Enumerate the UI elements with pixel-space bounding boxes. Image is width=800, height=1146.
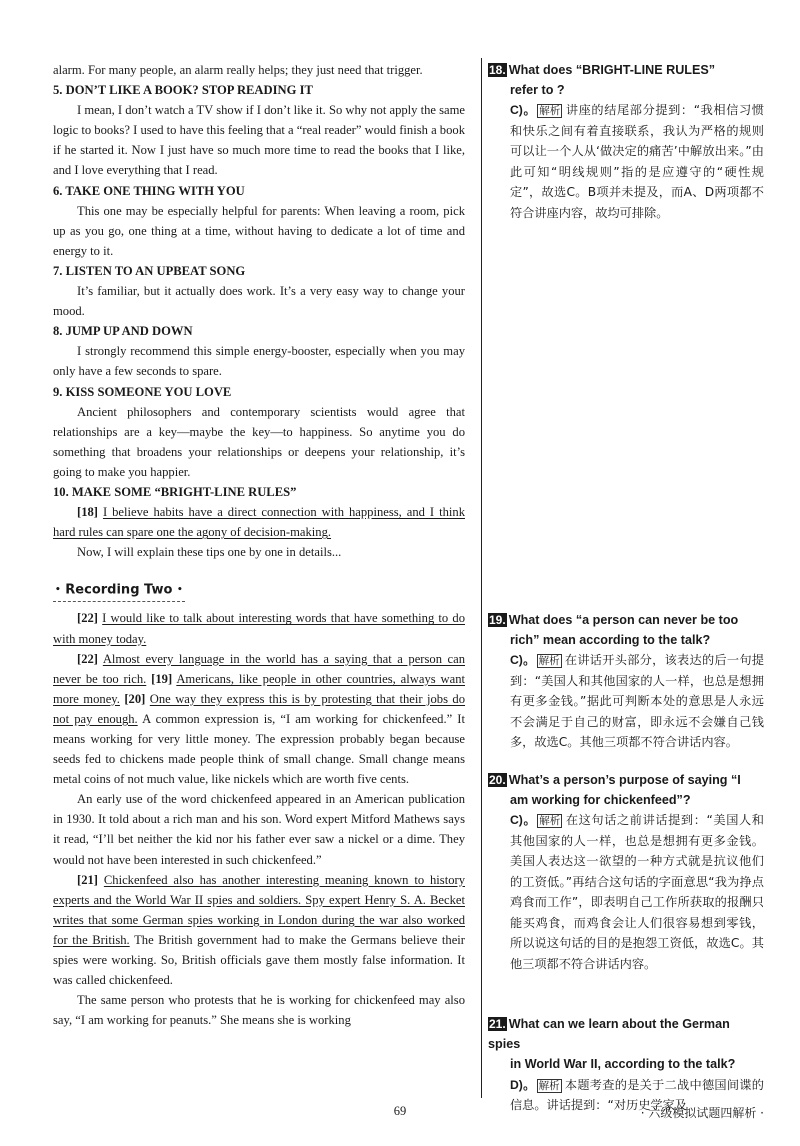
recording-title (53, 580, 185, 603)
question-number: 20. (489, 773, 506, 787)
section-heading: 6. TAKE ONE THING WITH YOU (53, 183, 245, 198)
answer-letter: D)。 (510, 1077, 536, 1092)
question-ref: [18] (77, 505, 98, 520)
paragraph (53, 608, 465, 648)
answer-text: 在这句话之前讲话提到：“美国人和其他国家的人一样，也总是想拥有更多金钱。美国人表达这一欲望的一种方式就是抗议他们的工资低。”再结合这句话的字面意思“我为挣点鸡食而工作”，即表明自己工作所获取的报酬只能买鸡食，而鸡食会让人们很容易想到零钱，所以说这句话的目的是抱怨工资低，故选C。其他三项都不符合讲话内容。 (510, 813, 764, 971)
analysis-tag: 解析 (539, 105, 561, 118)
column-divider (481, 58, 482, 1098)
paragraph: An early use of the word chickenfeed appeared in an American publication in 1930. It told about a rich man and his son. Word expert Mitford Mathews says it read, “I’ll bet neither the kid nor his father ever saw a nickel or a dime. They would not have been interested in such chickenfeed.” (53, 792, 465, 867)
answer-21 (488, 1014, 764, 1116)
section-heading: 8. JUMP UP AND DOWN (53, 324, 193, 339)
paragraph: alarm. For many people, an alarm really helps; they just need that trigger. (53, 63, 423, 77)
underlined-text: Americans, like people in other countries, always want more money. (53, 671, 465, 706)
question-ref: [22] (77, 651, 98, 666)
underlined-text: Chickenfeed also has another interesting meaning known to history experts and the World War II spies and soldiers. Spy expert Henry S. A. Becket writes that some German spies working in London during the war also worked for the British. (53, 872, 465, 947)
question-line (488, 610, 764, 630)
answer-20 (488, 770, 764, 974)
answer-explanation (488, 650, 764, 753)
paragraph: This one may be especially helpful for parents: When leaving a room, pick up as you go, one thing at a time, without having to dedicate a lot of time and energy to it. (53, 203, 465, 258)
question-text: What does “a person can never be too (508, 613, 739, 627)
recording-heading (53, 579, 465, 602)
answer-19 (488, 610, 764, 753)
bullet-mark: • (176, 584, 183, 595)
question-text: What can we learn about the German spies (488, 1017, 730, 1052)
answer-text: 本题考查的是关于二战中德国间谍的信息。讲话提到：“对历史学家及 (510, 1077, 764, 1113)
plain-text: A common expression is, “I am working for chickenfeed.” It means working for very little money. The expression probably began because seeds fed to chickens made people think of small change. Small change means metal coins of not much value, like nickels which are worth five cents. (53, 711, 465, 787)
page-number: 69 (393, 1104, 407, 1118)
left-column (53, 60, 465, 1030)
question-ref: [22] (77, 611, 98, 626)
answer-letter: C)。 (510, 653, 536, 668)
question-line: in World War II, according to the talk? (510, 1057, 736, 1072)
question-ref: [21] (77, 872, 98, 887)
section-heading: 5. DON’T LIKE A BOOK? STOP READING IT (53, 83, 313, 98)
answer-text: 讲座的结尾部分提到：“我相信习惯和快乐之间有着直接联系，我认为严格的规则可以让一个人从‘做决定的痛苦’中解放出来。”由此可知“明线规则”指的是应遵守的“硬性规定”，故选C。B项并未提及，而A、D两项都不符合讲座内容，故均可排除。 (510, 103, 764, 220)
question-ref: [19] (151, 671, 173, 686)
answer-letter: C)。 (510, 103, 537, 118)
question-line: refer to ? (510, 83, 565, 98)
underlined-text: One way they express this is by protesting that their jobs do not pay enough. (53, 691, 466, 726)
question-number: 19. (489, 613, 506, 627)
question-line (488, 1014, 764, 1054)
plain-text: The British government had to make the Germans believe their spies were working. So, British officials gave them mostly false information. It was called chickenfeed. (53, 932, 465, 988)
question-line: am working for chickenfeed”? (510, 793, 691, 808)
answer-explanation (488, 810, 764, 974)
bullet-mark: • (55, 584, 61, 595)
section-heading: 9. KISS SOMEONE YOU LOVE (53, 384, 232, 399)
paragraph: The same person who protests that he is working for chickenfeed may also say, “I am working for peanuts.” She means she is working (53, 993, 465, 1028)
question-ref: [20] (124, 691, 146, 706)
question-line: rich” mean according to the talk? (510, 633, 711, 648)
paragraph (53, 870, 465, 991)
underlined-text: I believe habits have a direct connection with happiness, and I think hard rules can spare one the agony of decision-making. (53, 505, 465, 540)
paragraph: Ancient philosophers and contemporary scientists would agree that relationships are a key—maybe the key—to happiness. So anytime you do something that broadens your relationships or deepens your relationship, it’s going to make you happier. (53, 404, 465, 479)
paragraph (53, 649, 465, 790)
paragraph: It’s familiar, but it actually does work. It’s a very easy way to change your mood. (53, 284, 465, 319)
underlined-text: Almost every language in the world has a saying that a person can never be too rich. (53, 651, 465, 686)
paragraph: Now, I will explain these tips one by one in details... (77, 545, 342, 560)
question-number: 21. (489, 1017, 506, 1031)
question-line (488, 60, 764, 80)
paragraph: I mean, I don’t watch a TV show if I don’t like it. So why not apply the same logic to books? I used to have this feeling that a “real reader” would finish a book if he started it. Now I just have so much more time to read the books that I like, and I love everything that I read. (53, 103, 466, 178)
analysis-tag: 解析 (538, 1079, 560, 1092)
analysis-tag: 解析 (538, 655, 560, 668)
section-heading: 10. MAKE SOME “BRIGHT-LINE RULES” (53, 484, 297, 499)
paragraph: I strongly recommend this simple energy-booster, especially when you may only have a few seconds to spare. (53, 344, 465, 379)
underlined-text: I would like to talk about interesting words that have something to do with money today. (53, 611, 465, 646)
question-line (488, 770, 764, 790)
section-heading: 7. LISTEN TO AN UPBEAT SONG (53, 263, 246, 278)
answer-18 (488, 60, 764, 223)
recording-label: Recording Two (65, 582, 173, 598)
running-footer: · 六级模拟试题四解析 · (640, 1106, 764, 1120)
question-number: 18. (489, 63, 506, 77)
question-text: What does “BRIGHT-LINE RULES” (508, 63, 716, 77)
answer-explanation (488, 100, 764, 223)
answer-letter: C)。 (510, 813, 537, 828)
analysis-tag: 解析 (539, 815, 561, 828)
question-text: What’s a person’s purpose of saying “I (508, 773, 741, 787)
answer-text: 在讲话开头部分，该表达的后一句提到：“美国人和其他国家的人一样，也总是想拥有更多金钱。”据此可判断本处的意思是人永远不会满足于自己的财富，即永远不会嫌自己钱多，故选C。其他三项都不符合讲话内容。 (510, 653, 764, 750)
paragraph (53, 502, 465, 542)
